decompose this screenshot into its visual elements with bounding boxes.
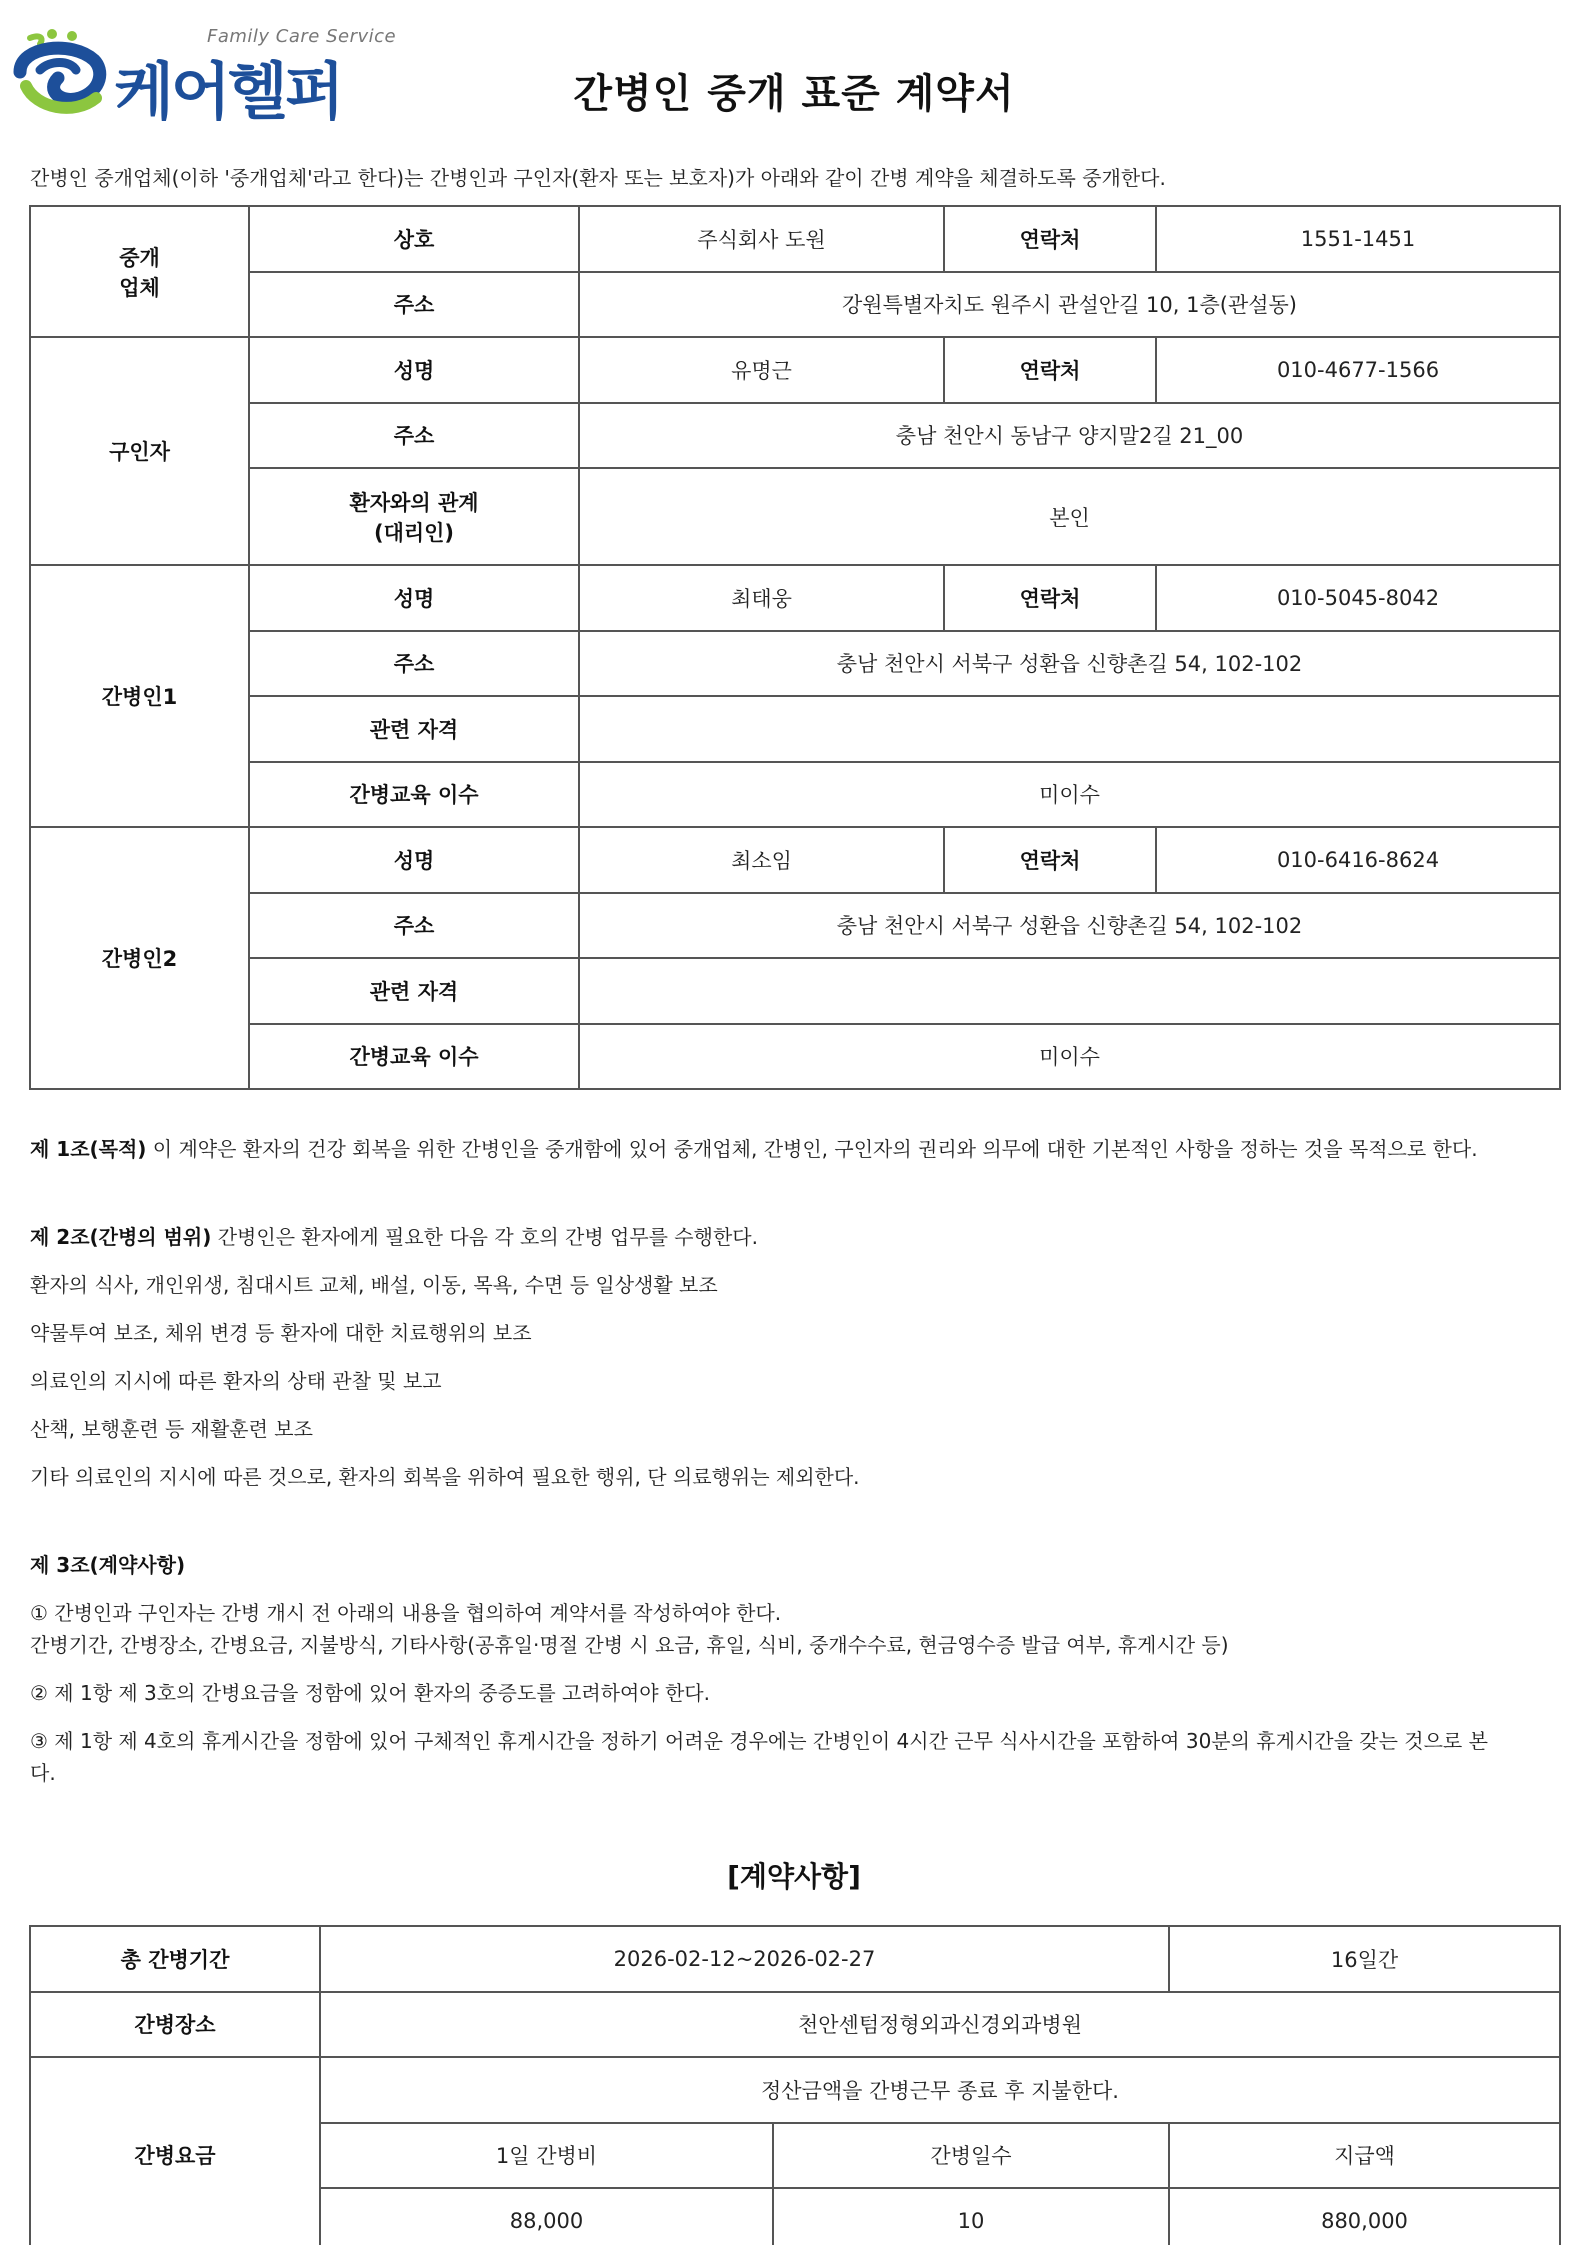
client-relation-label-line2: (대리인) [373, 520, 455, 545]
table-row [30, 468, 1560, 565]
article1-heading: 제 1조(목적) [30, 1137, 147, 1161]
caregiver1-section-label: 간병인1 [30, 565, 249, 827]
caregiver1-qualification [579, 696, 1560, 762]
caregiver1-education: 미이수 [579, 762, 1560, 828]
care-place: 천안센텀정형외과신경외과병원 [320, 1992, 1560, 2058]
period-label: 총 간병기간 [30, 1926, 320, 1992]
table-row [30, 2057, 1560, 2123]
table-row [30, 827, 1560, 893]
table-row [30, 893, 1560, 959]
agency-address-label: 주소 [249, 272, 579, 338]
article1 [30, 1133, 1478, 1162]
caregiver1-name: 최태웅 [579, 565, 944, 631]
care-period: 2026-02-12~2026-02-27 [320, 1926, 1169, 1992]
contract-section-title: [계약사항] [727, 1860, 861, 1893]
daily-fee: 88,000 [320, 2188, 773, 2245]
table-row [30, 565, 1560, 631]
client-contact: 010-4677-1566 [1156, 337, 1560, 403]
table-row [30, 696, 1560, 762]
article3-paragraph1-line2: 간병기간, 간병장소, 간병요금, 지불방식, 기타사항(공휴일·명절 간병 시 요금, 휴일, 식비, 중개수수료, 현금영수증 발급 여부, 휴게시간 등) [30, 1633, 1229, 1657]
document-title [0, 62, 1588, 119]
article3-paragraph3-line1: ③ 제 1항 제 4호의 휴게시간을 정함에 있어 구체적인 휴게시간을 정하기 어려운 경우에는 간병인이 4시간 근무 식사시간을 포함하여 30분의 휴게시간을 갖는 것으로 본 [30, 1729, 1488, 1753]
document-header [0, 0, 1588, 150]
caregiver1-education-label: 간병교육 이수 [249, 762, 579, 828]
agency-name: 주식회사 도원 [579, 206, 944, 272]
client-relation-label-line1: 환자와의 관계 [349, 490, 479, 515]
article3-paragraph2: ② 제 1항 제 3호의 간병요금을 정함에 있어 환자의 중증도를 고려하여야 한다. [30, 1681, 710, 1705]
agency-section-label-line2: 업체 [119, 275, 160, 300]
article2-item: 의료인의 지시에 따른 환자의 상태 관찰 및 보고 [30, 1369, 442, 1393]
client-contact-label: 연락처 [944, 337, 1156, 403]
caregiver1-address-label: 주소 [249, 631, 579, 697]
table-row [30, 762, 1560, 828]
caregiver1-qualification-label: 관련 자격 [249, 696, 579, 762]
client-relation: 본인 [579, 468, 1560, 565]
article3-paragraph3-line2: 다. [30, 1761, 56, 1785]
total-payment: 880,000 [1169, 2188, 1560, 2245]
agency-name-label: 상호 [249, 206, 579, 272]
article2-item: 약물투여 보조, 체위 변경 등 환자에 대한 치료행위의 보조 [30, 1321, 532, 1345]
table-row [30, 403, 1560, 469]
table-row [30, 631, 1560, 697]
caregiver2-address-label: 주소 [249, 893, 579, 959]
article1-text: 이 계약은 환자의 건강 회복을 위한 간병인을 중개함에 있어 중개업체, 간병인, 구인자의 권리와 의무에 대한 기본적인 사항을 정하는 것을 목적으로 한다. [146, 1137, 1478, 1161]
table-row [30, 272, 1560, 338]
article2-item: 산책, 보행훈련 등 재활훈련 보조 [30, 1417, 313, 1441]
total-payment-label: 지급액 [1169, 2123, 1560, 2189]
agency-contact: 1551-1451 [1156, 206, 1560, 272]
table-row [30, 1992, 1560, 2058]
caregiver2-qualification-label: 관련 자격 [249, 958, 579, 1024]
article3 [30, 1549, 185, 1578]
table-row [30, 206, 1560, 272]
care-period-days: 16일간 [1169, 1926, 1560, 1992]
caregiver1-address: 충남 천안시 서북구 성환읍 신향촌길 54, 102-102 [579, 631, 1560, 697]
caregiver1-contact: 010-5045-8042 [1156, 565, 1560, 631]
caregiver2-education: 미이수 [579, 1024, 1560, 1090]
caregiver2-name: 최소임 [579, 827, 944, 893]
contract-table [29, 1925, 1561, 2245]
table-row [30, 1926, 1560, 1992]
client-relation-label [249, 468, 579, 565]
client-address-label: 주소 [249, 403, 579, 469]
agency-contact-label: 연락처 [944, 206, 1156, 272]
table-row [30, 958, 1560, 1024]
fee-note: 정산금액을 간병근무 종료 후 지불한다. [320, 2057, 1560, 2123]
logo-name: 케어헬퍼 [114, 55, 342, 128]
article2-item: 기타 의료인의 지시에 따른 것으로, 환자의 회복을 위하여 필요한 행위, 단 의료행위는 제외한다. [30, 1465, 860, 1489]
document-title-text: 간병인 중개 표준 계약서 [573, 71, 1015, 117]
client-name: 유명근 [579, 337, 944, 403]
place-label: 간병장소 [30, 1992, 320, 2058]
parties-table [29, 205, 1561, 1090]
table-row [30, 337, 1560, 403]
logo-tagline: Family Care Service [207, 26, 397, 47]
agency-section-label-line1: 중개 [119, 245, 160, 270]
agency-address: 강원특별자치도 원주시 관설안길 10, 1층(관설동) [579, 272, 1560, 338]
article3-heading: 제 3조(계약사항) [30, 1553, 186, 1577]
caregiver1-contact-label: 연락처 [944, 565, 1156, 631]
care-days: 10 [773, 2188, 1169, 2245]
caregiver2-address: 충남 천안시 서북구 성환읍 신향촌길 54, 102-102 [579, 893, 1560, 959]
care-days-label: 간병일수 [773, 2123, 1169, 2189]
caregiver2-contact-label: 연락처 [944, 827, 1156, 893]
client-address: 충남 천안시 동남구 양지말2길 21_00 [579, 403, 1560, 469]
article3-paragraph1-line1: ① 간병인과 구인자는 간병 개시 전 아래의 내용을 협의하여 계약서를 작성하여야 한다. [30, 1601, 782, 1625]
agency-section-label [30, 206, 249, 337]
article2-text: 간병인은 환자에게 필요한 다음 각 호의 간병 업무를 수행한다. [211, 1225, 758, 1249]
article2 [30, 1221, 758, 1250]
caregiver2-name-label: 성명 [249, 827, 579, 893]
article2-item: 환자의 식사, 개인위생, 침대시트 교체, 배설, 이동, 목욕, 수면 등 일상생활 보조 [30, 1273, 718, 1297]
table-row [30, 1024, 1560, 1090]
daily-fee-label: 1일 간병비 [320, 2123, 773, 2189]
caregiver2-education-label: 간병교육 이수 [249, 1024, 579, 1090]
article2-heading: 제 2조(간병의 범위) [30, 1225, 212, 1249]
caregiver1-name-label: 성명 [249, 565, 579, 631]
intro-text: 간병인 중개업체(이하 '중개업체'라고 한다)는 간병인과 구인자(환자 또는 보호자)가 아래와 같이 간병 계약을 체결하도록 중개한다. [30, 166, 1166, 190]
caregiver2-section-label: 간병인2 [30, 827, 249, 1089]
caregiver2-contact: 010-6416-8624 [1156, 827, 1560, 893]
fee-label: 간병요금 [30, 2057, 320, 2245]
caregiver2-qualification [579, 958, 1560, 1024]
client-section-label: 구인자 [30, 337, 249, 565]
client-name-label: 성명 [249, 337, 579, 403]
